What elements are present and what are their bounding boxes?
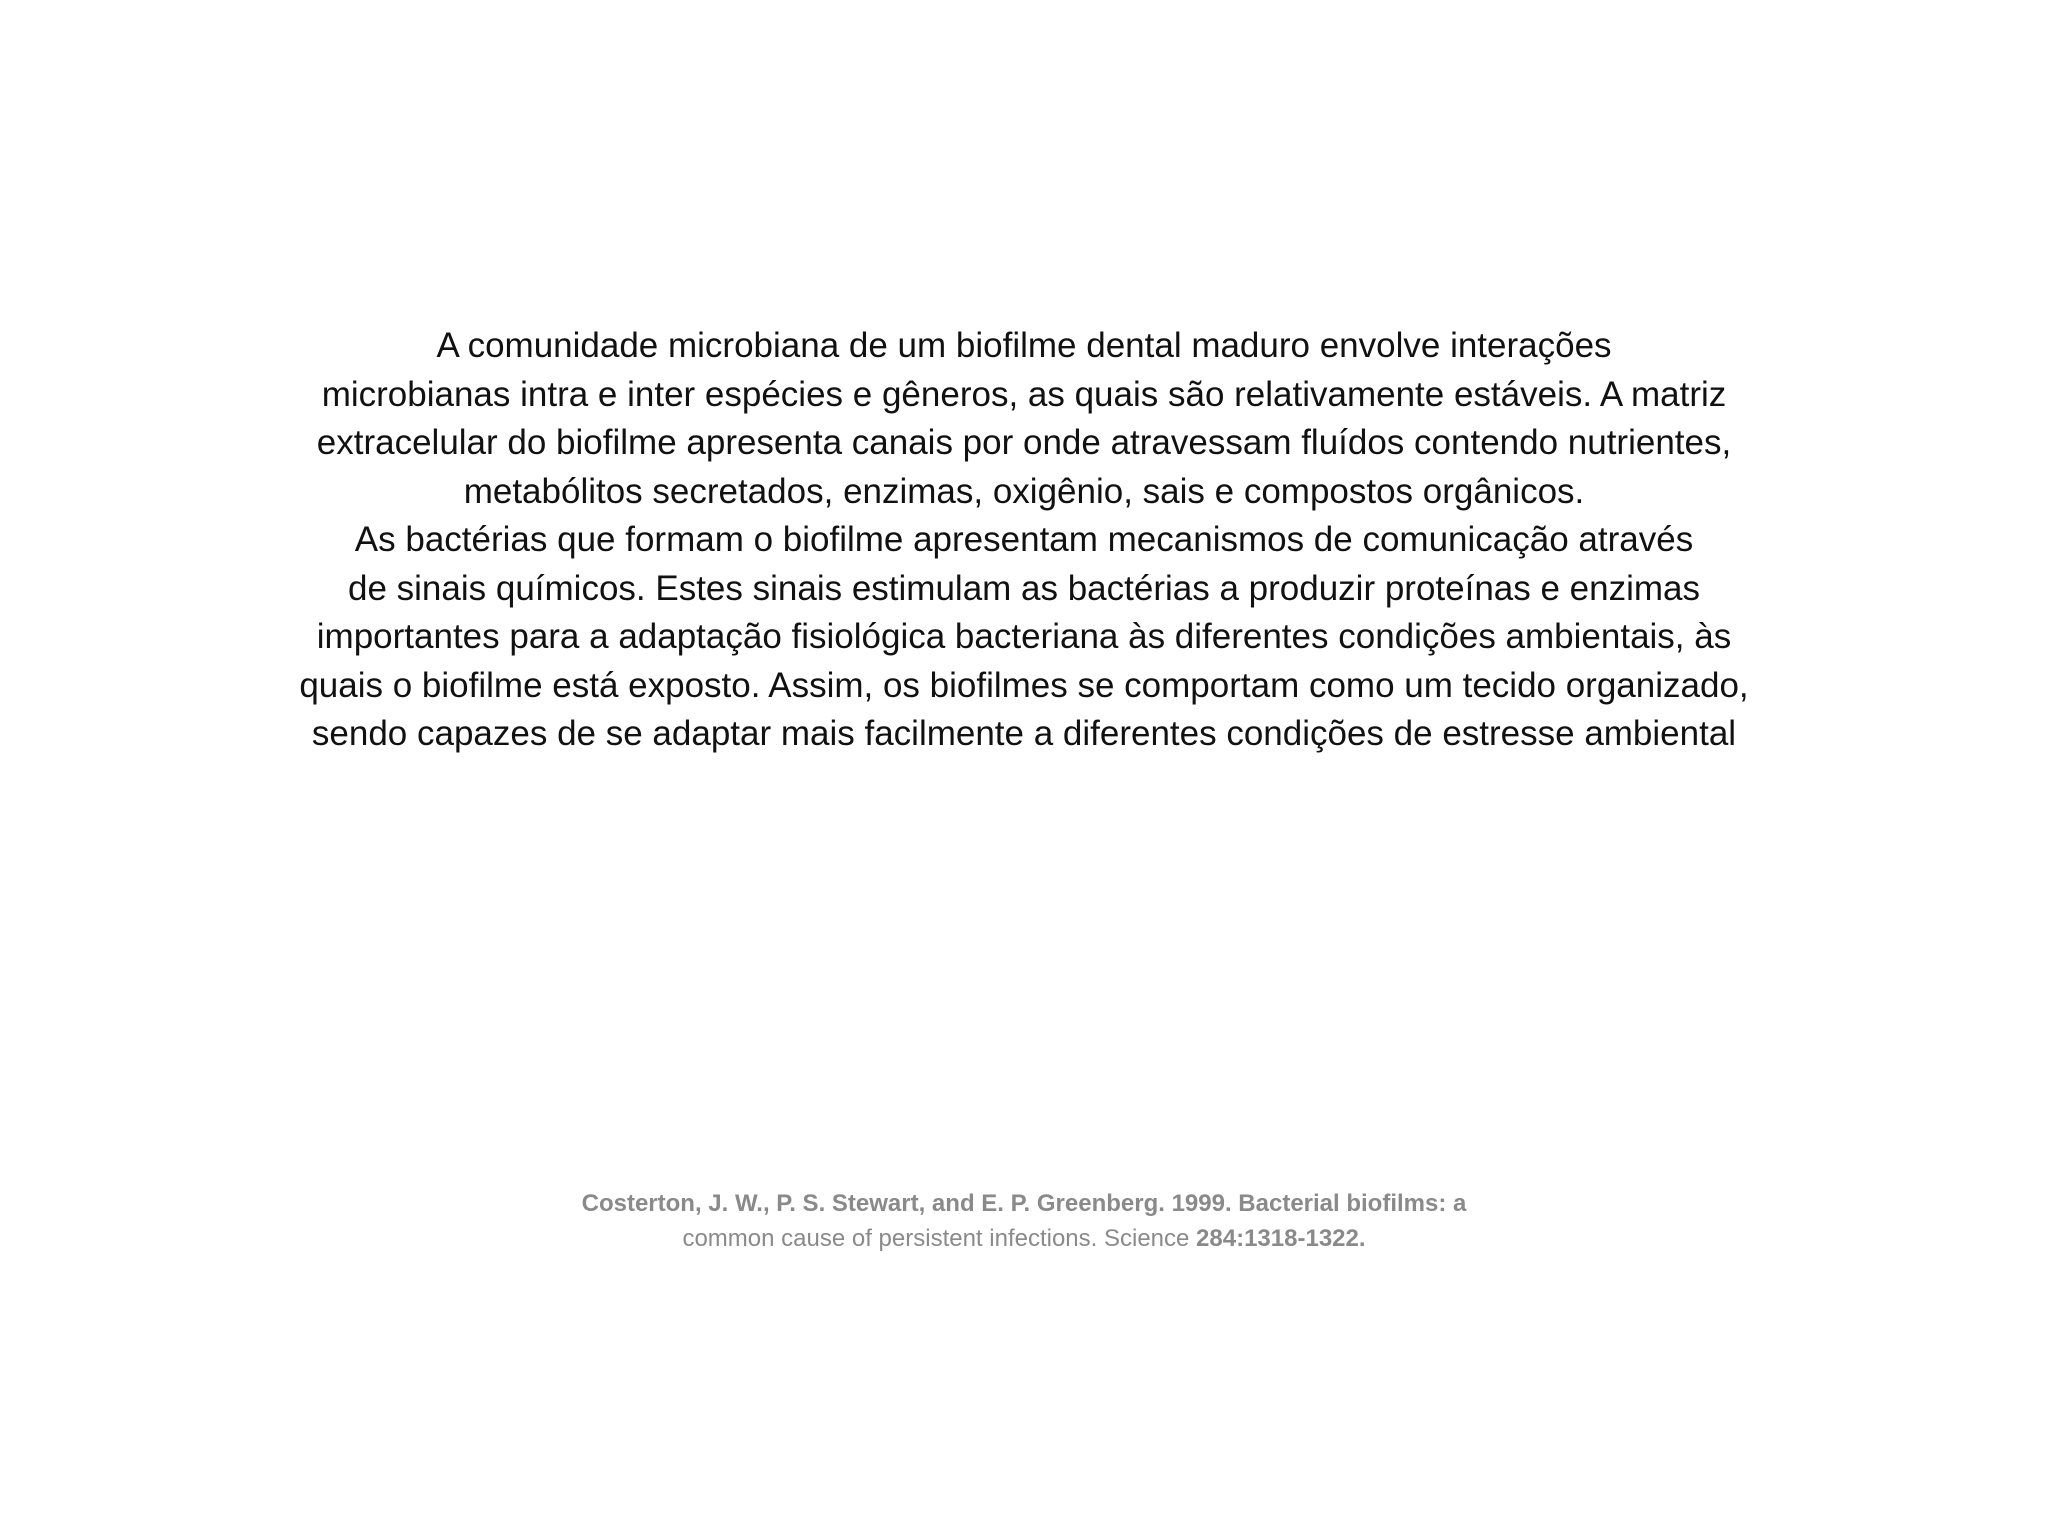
paragraph-line: A comunidade microbiana de um biofilme dental maduro envolve interações	[436, 326, 1612, 365]
paragraph-line: sendo capazes de se adaptar mais facilmente a diferentes condições de estresse ambiental	[311, 714, 1737, 753]
paragraph-line: metabólitos secretados, enzimas, oxigênio, sais e compostos orgânicos.	[463, 471, 1585, 511]
paragraph-line: quais o biofilme está exposto. Assim, os biofilmes se comportam como um tecido organizado,	[299, 665, 1749, 705]
paragraph-line: As bactérias que formam o biofilme apresentam mecanismos de comunicação através	[354, 520, 1694, 559]
paragraph-line: microbianas intra e inter espécies e gêneros, as quais são relativamente estáveis. A matriz	[321, 374, 1727, 414]
citation	[424, 1186, 1624, 1256]
paragraph-line: de sinais químicos. Estes sinais estimulam as bactérias a produzir proteínas e enzimas	[348, 568, 1700, 608]
paragraph-line: extracelular do biofilme apresenta canais por onde atravessam fluídos contendo nutrientes,	[316, 423, 1732, 462]
body-paragraph	[224, 322, 1824, 759]
citation-line-1: Costerton, J. W., P. S. Stewart, and E. P. Greenberg. 1999. Bacterial biofilms: a	[581, 1190, 1467, 1217]
citation-line-2	[424, 1221, 1624, 1256]
citation-volume-pages: 284:1318-1322.	[1196, 1225, 1366, 1252]
citation-line-2-text: common cause of persistent infections. Science	[682, 1225, 1197, 1252]
paragraph-line: importantes para a adaptação fisiológica bacteriana às diferentes condições ambientais, às	[316, 617, 1732, 656]
